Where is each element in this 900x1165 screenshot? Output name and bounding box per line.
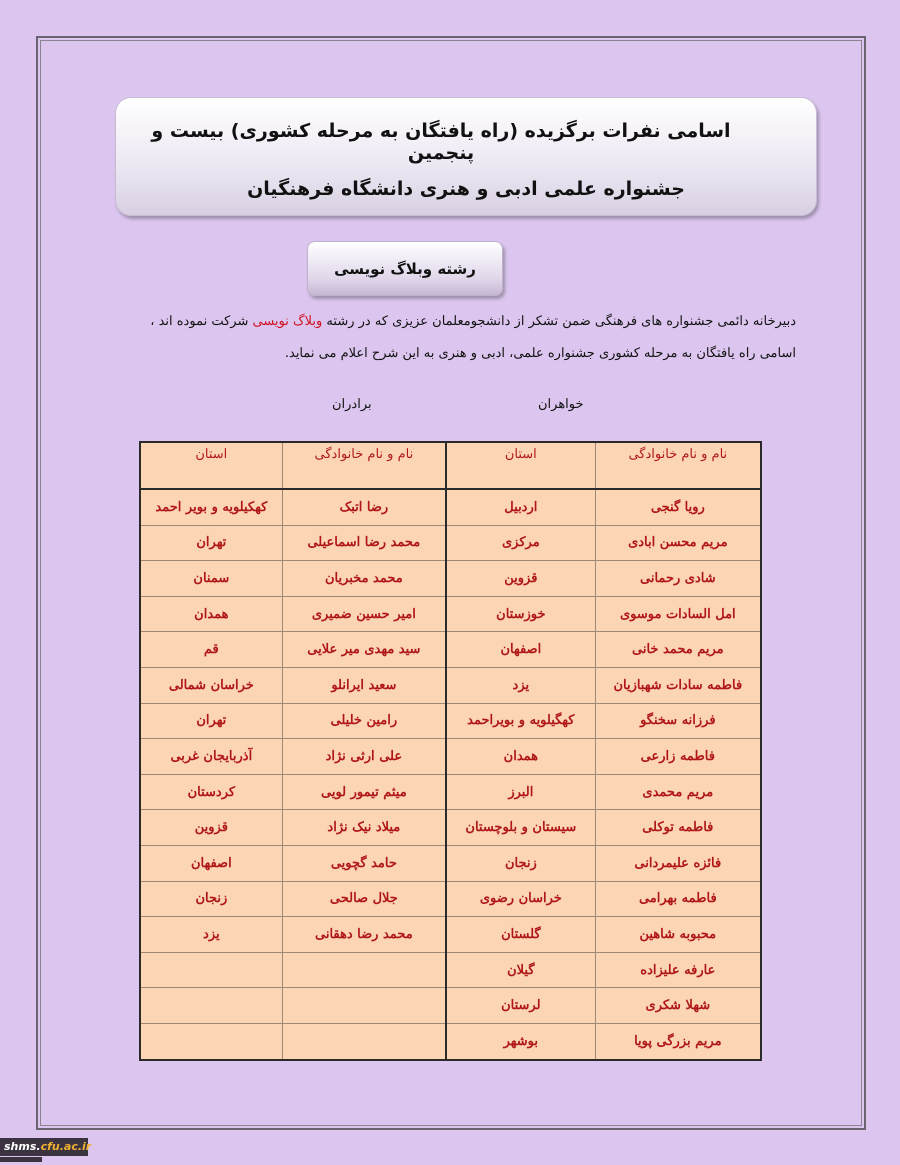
- cell-brother-name: رامین خلیلی: [282, 703, 446, 739]
- cell-brother-province: همدان: [140, 596, 282, 632]
- cell-brother-province: [140, 952, 282, 988]
- winners-table: [139, 441, 762, 1061]
- cell-sister-name: عارفه علیزاده: [595, 952, 761, 988]
- intro-highlight: وبلاگ نویسی: [252, 314, 323, 329]
- table-row: [140, 810, 761, 846]
- cell-brother-province: قم: [140, 632, 282, 668]
- header-sister-name: نام و نام خانوادگی: [595, 442, 761, 489]
- cell-sister-name: مریم محسن ابادی: [595, 525, 761, 561]
- cell-sister-province: سیستان و بلوچستان: [446, 810, 595, 846]
- cell-sister-province: اصفهان: [446, 632, 595, 668]
- cell-brother-province: سمنان: [140, 561, 282, 597]
- cell-brother-name: [282, 1023, 446, 1059]
- cell-brother-name: میثم تیمور لویی: [282, 774, 446, 810]
- cell-brother-province: اصفهان: [140, 845, 282, 881]
- cell-sister-province: مرکزی: [446, 525, 595, 561]
- cell-sister-name: مریم محمد خانی: [595, 632, 761, 668]
- title-line-2: جشنواره علمی ادبی و هنری دانشگاه فرهنگیان: [247, 178, 685, 200]
- intro-line-1: [108, 314, 796, 329]
- table-row: [140, 917, 761, 953]
- header-brother-province: استان: [140, 442, 282, 489]
- cell-brother-province: خراسان شمالی: [140, 667, 282, 703]
- brothers-label: برادران: [332, 397, 372, 412]
- category-label: رشته وبلاگ نویسی: [307, 241, 503, 296]
- header-sister-province: استان: [446, 442, 595, 489]
- table-header-row: [140, 442, 761, 489]
- cell-sister-name: فاطمه بهرامی: [595, 881, 761, 917]
- table-row: [140, 988, 761, 1024]
- cell-sister-name: مریم محمدی: [595, 774, 761, 810]
- cell-sister-name: محبوبه شاهین: [595, 917, 761, 953]
- cell-sister-name: شهلا شکری: [595, 988, 761, 1024]
- cell-brother-name: رضا اتبک: [282, 489, 446, 525]
- cell-sister-name: فاطمه زارعی: [595, 739, 761, 775]
- cell-brother-name: محمد رضا اسماعیلی: [282, 525, 446, 561]
- cell-sister-province: قزوین: [446, 561, 595, 597]
- cell-brother-name: محمد رضا دهقانی: [282, 917, 446, 953]
- table-row: [140, 845, 761, 881]
- cell-brother-province: قزوین: [140, 810, 282, 846]
- cell-sister-name: شادی رحمانی: [595, 561, 761, 597]
- table-row: [140, 739, 761, 775]
- table-row: [140, 881, 761, 917]
- cell-sister-name: فائزه علیمردانی: [595, 845, 761, 881]
- cell-sister-name: رویا گنجی: [595, 489, 761, 525]
- cell-sister-province: البرز: [446, 774, 595, 810]
- cell-brother-name: سعید ایرانلو: [282, 667, 446, 703]
- cell-sister-name: فرزانه سخنگو: [595, 703, 761, 739]
- cell-brother-province: آذربایجان غربی: [140, 739, 282, 775]
- intro-text: شرکت نموده اند ،: [150, 314, 253, 329]
- cell-brother-province: تهران: [140, 703, 282, 739]
- logo-prefix: shms.: [4, 1140, 41, 1153]
- cell-brother-province: زنجان: [140, 881, 282, 917]
- header-brother-name: نام و نام خانوادگی: [282, 442, 446, 489]
- sisters-label: خواهران: [538, 397, 584, 412]
- table-row: [140, 1023, 761, 1059]
- cell-sister-province: اردبیل: [446, 489, 595, 525]
- cell-brother-name: امیر حسین ضمیری: [282, 596, 446, 632]
- cell-brother-province: یزد: [140, 917, 282, 953]
- cell-brother-province: کهکیلویه و بویر احمد: [140, 489, 282, 525]
- cell-sister-province: یزد: [446, 667, 595, 703]
- cell-sister-province: گلستان: [446, 917, 595, 953]
- table-row: [140, 525, 761, 561]
- cell-sister-province: خوزستان: [446, 596, 595, 632]
- logo-underline: [0, 1157, 42, 1162]
- cell-sister-name: امل السادات موسوی: [595, 596, 761, 632]
- cell-sister-name: فاطمه توکلی: [595, 810, 761, 846]
- cell-sister-province: زنجان: [446, 845, 595, 881]
- table-row: [140, 703, 761, 739]
- table-row: [140, 952, 761, 988]
- table-row: [140, 489, 761, 525]
- cell-sister-province: لرستان: [446, 988, 595, 1024]
- title-line-1: اسامی نفرات برگزیده (راه یافتگان به مرحله کشوری) بیست و پنجمین: [151, 120, 731, 164]
- cell-brother-province: تهران: [140, 525, 282, 561]
- cell-brother-name: علی ارثی نژاد: [282, 739, 446, 775]
- cell-sister-province: کهگیلویه و بویراحمد: [446, 703, 595, 739]
- cell-sister-name: مریم بزرگی پویا: [595, 1023, 761, 1059]
- cell-sister-province: خراسان رضوی: [446, 881, 595, 917]
- cell-brother-name: میلاد نیک نژاد: [282, 810, 446, 846]
- site-logo: [0, 1138, 92, 1156]
- cell-sister-province: بوشهر: [446, 1023, 595, 1059]
- table-row: [140, 561, 761, 597]
- cell-brother-province: [140, 988, 282, 1024]
- cell-brother-name: [282, 988, 446, 1024]
- cell-brother-name: حامد گچویی: [282, 845, 446, 881]
- cell-sister-name: فاطمه سادات شهبازیان: [595, 667, 761, 703]
- intro-line-2: اسامی راه یافتگان به مرحله کشوری جشنواره علمی، ادبی و هنری به این شرح اعلام می نمايد.: [284, 346, 796, 361]
- cell-brother-province: [140, 1023, 282, 1059]
- cell-brother-name: [282, 952, 446, 988]
- table-row: [140, 667, 761, 703]
- table-row: [140, 774, 761, 810]
- cell-brother-name: جلال صالحی: [282, 881, 446, 917]
- table-row: [140, 596, 761, 632]
- cell-brother-name: سید مهدی میر علایی: [282, 632, 446, 668]
- cell-sister-province: گیلان: [446, 952, 595, 988]
- cell-sister-province: همدان: [446, 739, 595, 775]
- table-row: [140, 632, 761, 668]
- cell-brother-name: محمد مخبریان: [282, 561, 446, 597]
- cell-brother-province: کردستان: [140, 774, 282, 810]
- title-box: [115, 97, 817, 216]
- logo-domain: cfu.ac.ir: [40, 1140, 92, 1153]
- intro-text: دبیرخانه دائمی جشنواره های فرهنگی ضمن تشکر از دانشجومعلمان عزیزی که در رشته: [322, 314, 796, 329]
